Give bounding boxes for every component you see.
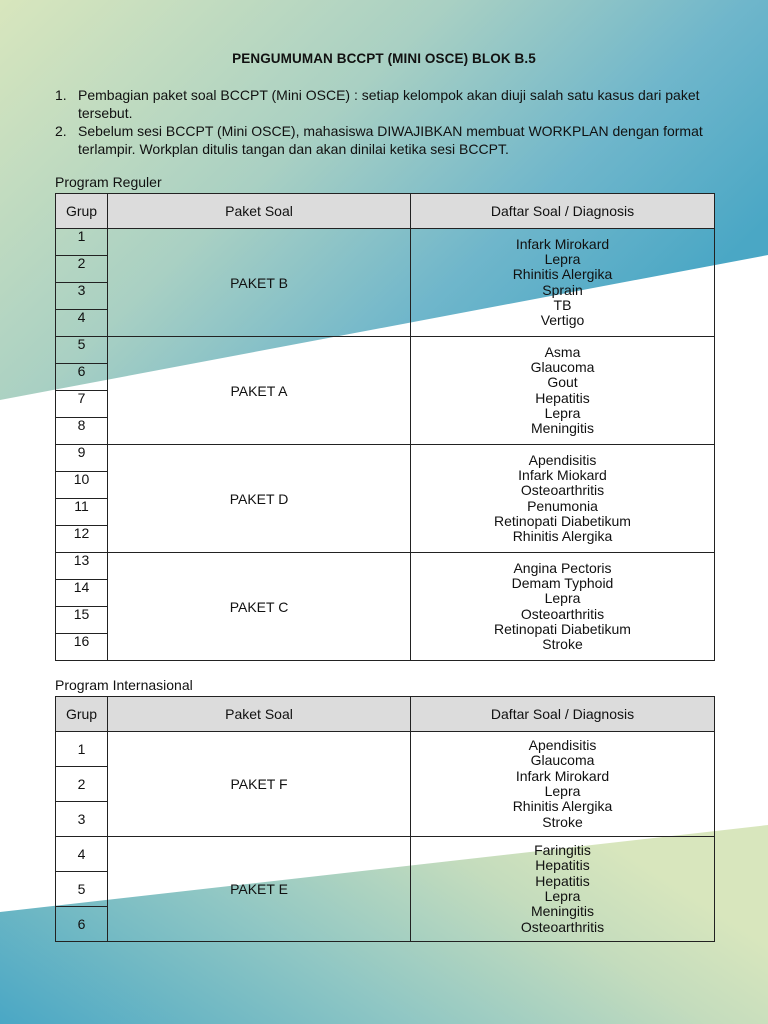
group-number-cell: 3 bbox=[56, 802, 108, 837]
group-number-cell: 7 bbox=[56, 391, 108, 418]
diagnosis-item: Stroke bbox=[542, 813, 583, 830]
instruction-item bbox=[55, 86, 720, 122]
group-number-cell: 16 bbox=[56, 634, 108, 661]
table-row bbox=[56, 837, 715, 872]
diagnosis-item: Lepra bbox=[544, 250, 581, 267]
internasional-schedule-table bbox=[55, 696, 715, 942]
group-number-cell: 12 bbox=[56, 526, 108, 553]
page-title: PENGUMUMAN BCCPT (MINI OSCE) BLOK B.5 bbox=[232, 51, 536, 66]
column-header-package: Paket Soal bbox=[108, 194, 411, 229]
table-row bbox=[56, 229, 715, 256]
table-header-row bbox=[56, 194, 715, 229]
diagnosis-item: Faringitis bbox=[534, 842, 591, 859]
package-cell: PAKET B bbox=[108, 229, 411, 337]
group-number-cell: 6 bbox=[56, 907, 108, 942]
diagnosis-item: Asma bbox=[544, 343, 581, 360]
diagnosis-item: Lepra bbox=[544, 783, 581, 799]
column-header-group: Grup bbox=[56, 697, 108, 732]
table-row bbox=[56, 337, 715, 364]
diagnosis-item: Osteoarthritis bbox=[520, 605, 605, 622]
instruction-text: Sebelum sesi BCCPT (Mini OSCE), mahasiswa DIWAJIBKAN membuat WORKPLAN dengan format terlampir. Workplan ditulis tangan dan akan dinilai ketika sesi BCCPT. bbox=[78, 123, 703, 157]
group-number-cell: 3 bbox=[56, 283, 108, 310]
table-row bbox=[56, 732, 715, 767]
group-number-cell: 4 bbox=[56, 837, 108, 872]
diagnosis-item: Osteoarthritis bbox=[520, 482, 605, 499]
package-cell: PAKET A bbox=[108, 337, 411, 445]
group-number-cell: 5 bbox=[56, 872, 108, 907]
group-number-cell: 8 bbox=[56, 418, 108, 445]
package-cell: PAKET E bbox=[108, 837, 411, 942]
group-number-cell: 14 bbox=[56, 580, 108, 607]
reguler-program-label: Program Reguler bbox=[55, 174, 162, 190]
diagnosis-item: Osteoarthritis bbox=[520, 918, 605, 935]
diagnosis-list-cell bbox=[411, 732, 715, 837]
group-number-cell: 1 bbox=[56, 229, 108, 256]
instruction-item bbox=[55, 122, 720, 158]
diagnosis-item: Lepra bbox=[544, 404, 581, 421]
group-number-cell: 2 bbox=[56, 767, 108, 802]
diagnosis-item: Glaucoma bbox=[530, 752, 595, 769]
table-header-row bbox=[56, 697, 715, 732]
diagnosis-item: Lepra bbox=[544, 888, 581, 904]
diagnosis-item: Hepatitis bbox=[535, 389, 590, 406]
diagnosis-item: Hepatitis bbox=[535, 857, 590, 874]
group-number-cell: 15 bbox=[56, 607, 108, 634]
reguler-schedule-table bbox=[55, 193, 715, 661]
group-number-cell: 10 bbox=[56, 472, 108, 499]
column-header-package: Paket Soal bbox=[108, 697, 411, 732]
diagnosis-item: Meningitis bbox=[530, 903, 595, 920]
group-number-cell: 13 bbox=[56, 553, 108, 580]
diagnosis-item: Demam Typhoid bbox=[511, 574, 614, 591]
instruction-number: 1. bbox=[55, 87, 67, 103]
diagnosis-list-cell bbox=[411, 837, 715, 942]
diagnosis-item: Sprain bbox=[542, 281, 583, 298]
instruction-number: 2. bbox=[55, 123, 67, 139]
diagnosis-item: Retinopati Diabetikum bbox=[494, 512, 631, 529]
package-cell: PAKET D bbox=[108, 445, 411, 553]
diagnosis-item: Vertigo bbox=[540, 312, 585, 329]
group-number-cell: 4 bbox=[56, 310, 108, 337]
diagnosis-item: Rhinitis Alergika bbox=[512, 798, 613, 815]
diagnosis-item: Hepatitis bbox=[535, 872, 590, 889]
diagnosis-item: Apendisitis bbox=[528, 737, 597, 754]
package-cell: PAKET C bbox=[108, 553, 411, 661]
diagnosis-item: Infark Mirokard bbox=[515, 235, 610, 252]
diagnosis-list-cell bbox=[411, 229, 715, 337]
column-header-group: Grup bbox=[56, 194, 108, 229]
diagnosis-item: Penumonia bbox=[527, 497, 598, 514]
table-row bbox=[56, 445, 715, 472]
diagnosis-item: Stroke bbox=[542, 636, 583, 653]
group-number-cell: 2 bbox=[56, 256, 108, 283]
diagnosis-item: Rhinitis Alergika bbox=[512, 266, 613, 283]
diagnosis-list-cell bbox=[411, 337, 715, 445]
diagnosis-item: Apendisitis bbox=[528, 451, 597, 468]
diagnosis-item: Infark Miokard bbox=[518, 466, 607, 483]
group-number-cell: 11 bbox=[56, 499, 108, 526]
column-header-diagnosis: Daftar Soal / Diagnosis bbox=[411, 697, 715, 732]
diagnosis-list-cell bbox=[411, 445, 715, 553]
group-number-cell: 1 bbox=[56, 732, 108, 767]
group-number-cell: 9 bbox=[56, 445, 108, 472]
diagnosis-list-cell bbox=[411, 553, 715, 661]
diagnosis-item: Lepra bbox=[544, 590, 581, 607]
diagnosis-item: Gout bbox=[547, 374, 578, 391]
instruction-text: Pembagian paket soal BCCPT (Mini OSCE) : setiap kelompok akan diuji salah satu kasus dari paket tersebut. bbox=[78, 87, 700, 121]
diagnosis-item: Glaucoma bbox=[530, 358, 595, 375]
group-number-cell: 6 bbox=[56, 364, 108, 391]
diagnosis-item: Meningitis bbox=[530, 420, 595, 437]
instruction-list bbox=[55, 86, 720, 158]
diagnosis-item: Infark Mirokard bbox=[515, 767, 610, 784]
column-header-diagnosis: Daftar Soal / Diagnosis bbox=[411, 194, 715, 229]
diagnosis-item: Retinopati Diabetikum bbox=[494, 620, 631, 637]
diagnosis-item: TB bbox=[553, 296, 572, 313]
internasional-program-label: Program Internasional bbox=[55, 677, 193, 693]
table-row bbox=[56, 553, 715, 580]
diagnosis-item: Angina Pectoris bbox=[513, 559, 612, 576]
package-cell: PAKET F bbox=[108, 732, 411, 837]
group-number-cell: 5 bbox=[56, 337, 108, 364]
diagnosis-item: Rhinitis Alergika bbox=[512, 528, 613, 545]
